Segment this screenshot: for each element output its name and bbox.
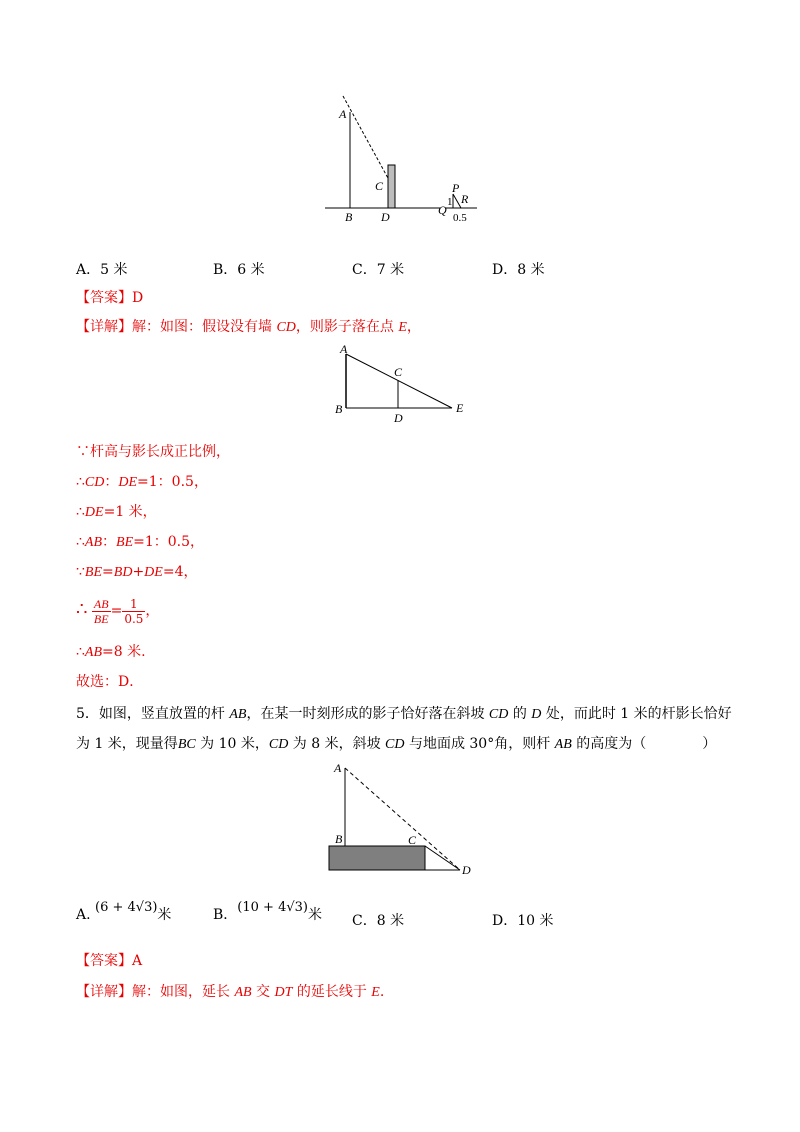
q5-text: 5．如图，竖直放置的杆: [76, 706, 230, 722]
label-c: C: [408, 833, 417, 847]
var-cd: CD: [488, 707, 509, 722]
option-unit: 米: [307, 907, 322, 923]
numerator: 1: [122, 597, 145, 612]
q5-text: 的高度为（ ）: [571, 736, 717, 752]
q5-option-b: [213, 900, 322, 924]
colon: ：: [102, 534, 117, 550]
detail-text-2: ，则影子落在点: [295, 319, 399, 335]
detail-text: 交: [251, 984, 275, 1000]
denominator: BE: [93, 611, 109, 626]
q4-answer: [76, 288, 143, 308]
step-6: [76, 592, 159, 629]
q4-detail: [76, 317, 421, 338]
step-2: [76, 472, 208, 493]
label-d: D: [394, 411, 403, 425]
q5-text: 为 10 米，: [195, 736, 269, 752]
var-dt: DT: [274, 985, 293, 1000]
fraction-1-0.5: [122, 597, 145, 626]
step-5: [76, 562, 197, 583]
therefore: ∴: [76, 474, 85, 490]
q5-line-2: [76, 734, 716, 755]
equals: =: [102, 564, 114, 580]
label-b: B: [345, 210, 353, 224]
label-e: E: [456, 401, 464, 415]
detail-tag: 【详解】: [76, 319, 132, 335]
var-d: D: [531, 707, 542, 722]
q5-text: 与地面成 30°角，则杆: [404, 736, 555, 752]
platform: [329, 846, 425, 870]
value: =8 米.: [102, 644, 146, 660]
option-unit: 米: [157, 907, 172, 923]
equals: =: [110, 603, 123, 619]
ratio: =1：0.5，: [137, 474, 208, 490]
denominator: 0.5: [124, 611, 144, 626]
q5-text: 处，而此时 1 米的杆影长恰好: [541, 706, 732, 722]
fraction-ab-be: [92, 597, 111, 626]
label-c: C: [375, 179, 384, 193]
slope-cd: [425, 846, 460, 870]
q4-option-a: A．5 米: [76, 262, 128, 278]
answer-value: D: [132, 290, 144, 306]
label-half: 0.5: [453, 212, 467, 224]
detail-text: 解：如图：假设没有墙: [132, 319, 277, 335]
var-de: DE: [118, 475, 138, 490]
var-ab: AB: [554, 737, 572, 752]
ratio: =1：0.5，: [133, 534, 205, 550]
answer-tag: 【答案】: [76, 290, 132, 306]
therefore: ∴: [76, 599, 88, 620]
q4-option-d: D．8 米: [492, 262, 545, 278]
var-ab: AB: [84, 645, 103, 660]
var-bd: BD: [113, 565, 133, 580]
label-a: A: [334, 761, 342, 775]
var-be: BE: [84, 565, 103, 580]
var-ab: AB: [229, 707, 247, 722]
step-7: [76, 642, 146, 663]
therefore: ∴: [76, 534, 85, 550]
comma: ，: [145, 603, 160, 619]
label-c: C: [394, 365, 403, 379]
step-1: ∵杆高与影长成正比例，: [76, 444, 230, 460]
detail-e: E: [398, 320, 407, 335]
label-a: A: [340, 342, 348, 356]
step-8: 故选：D．: [76, 674, 144, 690]
detail-text-3: ，: [406, 319, 421, 335]
var-cd: CD: [84, 475, 105, 490]
label-d: D: [381, 210, 390, 224]
var-bc: BC: [177, 737, 196, 752]
q5-text: 的: [508, 706, 532, 722]
answer-tag: 【答案】: [76, 953, 132, 969]
q5-option-c: C．8 米: [352, 913, 405, 929]
var-ab: AB: [234, 985, 252, 1000]
option-letter: B．: [213, 907, 238, 923]
var-cd: CD: [385, 737, 405, 752]
plus: +: [132, 564, 145, 580]
label-r: R: [461, 192, 469, 206]
detail-text: 的延长线于: [292, 984, 372, 1000]
option-expression: (10 + 4√3): [237, 900, 308, 915]
var-be: BE: [116, 535, 134, 550]
var-e: E: [371, 985, 380, 1000]
q5-answer: [76, 951, 142, 971]
numerator: AB: [93, 596, 109, 611]
label-q: Q: [438, 203, 447, 217]
step-4: [76, 532, 204, 553]
label-b: B: [335, 402, 343, 416]
var-de: DE: [144, 565, 163, 580]
therefore: ∴: [76, 504, 85, 520]
q5-text: 为 1 米，现量得: [76, 736, 178, 752]
option-letter: A.: [76, 907, 91, 923]
label-b: B: [335, 832, 343, 846]
q5-text: ，在某一时刻形成的影子恰好落在斜坡: [246, 706, 489, 722]
side-ae: [346, 354, 452, 408]
q5-line-1: [76, 704, 732, 725]
label-a: A: [339, 107, 347, 121]
q5-option-d: D．10 米: [492, 913, 554, 929]
figure-1-wall-shadow: [315, 90, 485, 225]
answer-value: A: [132, 953, 143, 969]
colon: ：: [104, 474, 119, 490]
because: ∵: [76, 564, 85, 580]
var-de: DE: [84, 505, 104, 520]
label-p: P: [452, 181, 460, 195]
wall-cd: [388, 165, 395, 208]
q5-option-a: [76, 900, 172, 924]
var-cd: CD: [268, 737, 289, 752]
figure-3-slope: [320, 758, 480, 880]
figure-2-triangle: [330, 342, 510, 426]
value: =4，: [162, 564, 198, 580]
q5-text: 为 8 米，斜坡: [288, 736, 386, 752]
detail-tag: 【详解】: [76, 984, 132, 1000]
detail-text: .: [379, 984, 385, 1000]
detail-cd: CD: [276, 320, 296, 335]
value: =1 米，: [103, 504, 157, 520]
label-d: D: [462, 863, 471, 877]
q4-option-b: B．6 米: [213, 262, 265, 278]
detail-text: 解：如图，延长: [132, 984, 235, 1000]
therefore: ∴: [76, 644, 85, 660]
step-3: [76, 502, 157, 523]
option-expression: (6 + 4√3): [95, 900, 158, 915]
q4-option-c: C．7 米: [352, 262, 405, 278]
label-one: 1: [447, 196, 453, 208]
q5-detail: [76, 982, 384, 1003]
var-ab: AB: [84, 535, 103, 550]
ref-ray: [453, 194, 461, 208]
